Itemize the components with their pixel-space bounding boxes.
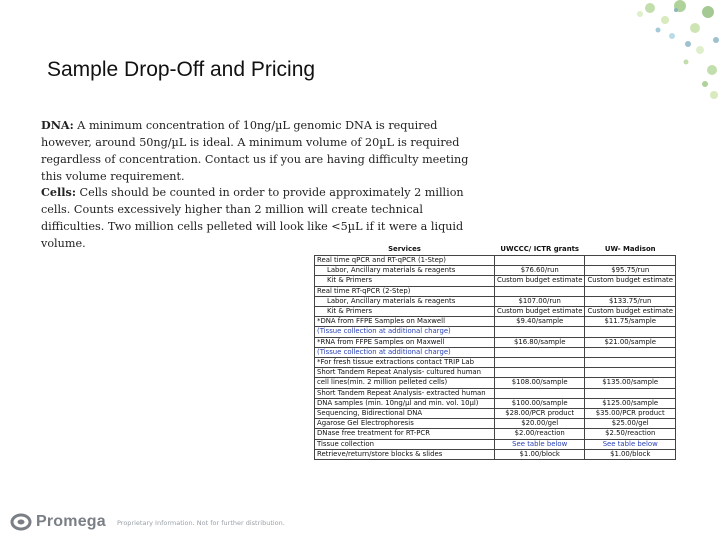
- dna-paragraph: [41, 117, 481, 185]
- service-cell: Sequencing, Bidirectional DNA: [315, 409, 495, 419]
- pricing-table-header: [315, 244, 676, 256]
- grants-price-cell: Custom budget estimate: [494, 276, 585, 286]
- grants-price-cell: $9.40/sample: [494, 317, 585, 327]
- table-row: [315, 419, 676, 429]
- pricing-table: [314, 244, 676, 460]
- uw-price-cell: [585, 368, 676, 378]
- table-row: [315, 388, 676, 398]
- grants-price-cell: [494, 347, 585, 357]
- uw-price-cell: $95.75/run: [585, 266, 676, 276]
- grants-price-cell: $100.00/sample: [494, 398, 585, 408]
- table-row: [315, 286, 676, 296]
- service-cell: (Tissue collection at additional charge): [315, 327, 495, 337]
- table-row: [315, 307, 676, 317]
- grants-price-cell: $16.80/sample: [494, 337, 585, 347]
- uw-price-cell: [585, 286, 676, 296]
- dna-label: DNA:: [41, 118, 74, 132]
- table-row: [315, 347, 676, 357]
- uw-price-cell: $25.00/gel: [585, 419, 676, 429]
- grants-price-cell: $20.00/gel: [494, 419, 585, 429]
- table-row: [315, 409, 676, 419]
- grants-price-cell[interactable]: See table below: [494, 439, 585, 449]
- promega-swirl-icon: [10, 512, 32, 532]
- logo-wordmark: Promega: [36, 513, 106, 530]
- table-row: [315, 337, 676, 347]
- service-cell: Real time qPCR and RT-qPCR (1-Step): [315, 256, 495, 266]
- uw-price-cell: [585, 327, 676, 337]
- header-uw-madison: UW- Madison: [585, 244, 676, 256]
- uw-price-cell: [585, 358, 676, 368]
- table-row: [315, 327, 676, 337]
- table-row: [315, 266, 676, 276]
- table-row: [315, 296, 676, 306]
- service-cell: cell lines(min. 2 million pelleted cells): [315, 378, 495, 388]
- grants-price-cell: $2.00/reaction: [494, 429, 585, 439]
- uw-price-cell: [585, 388, 676, 398]
- service-cell: (Tissue collection at additional charge): [315, 347, 495, 357]
- service-cell: Kit & Primers: [315, 307, 495, 317]
- uw-price-cell: $2.50/reaction: [585, 429, 676, 439]
- table-row: [315, 256, 676, 266]
- grants-price-cell: $1.00/block: [494, 449, 585, 459]
- grants-price-cell: [494, 256, 585, 266]
- grants-price-cell: $107.00/run: [494, 296, 585, 306]
- grants-price-cell: [494, 388, 585, 398]
- uw-price-cell: Custom budget estimate: [585, 307, 676, 317]
- table-row: [315, 276, 676, 286]
- uw-price-cell: Custom budget estimate: [585, 276, 676, 286]
- uw-price-cell: $35.00/PCR product: [585, 409, 676, 419]
- proprietary-notice: Proprietary Information. Not for further distribution.: [117, 519, 285, 527]
- service-cell: Agarose Gel Electrophoresis: [315, 419, 495, 429]
- uw-price-cell: [585, 347, 676, 357]
- grants-price-cell: [494, 327, 585, 337]
- table-row: [315, 398, 676, 408]
- uw-price-cell: $125.00/sample: [585, 398, 676, 408]
- service-cell: *For fresh tissue extractions contact TRIP Lab: [315, 358, 495, 368]
- cells-paragraph: [41, 184, 481, 252]
- uw-price-cell: $1.00/block: [585, 449, 676, 459]
- header-grants: UWCCC/ ICTR grants: [494, 244, 585, 256]
- grants-price-cell: $28.00/PCR product: [494, 409, 585, 419]
- uw-price-cell: [585, 256, 676, 266]
- service-cell: Retrieve/return/store blocks & slides: [315, 449, 495, 459]
- service-cell: Short Tandem Repeat Analysis- extracted human: [315, 388, 495, 398]
- cells-text: Cells should be counted in order to provide approximately 2 million cells. Counts excessively higher than 2 million will create technical difficulties. Two million cells pelleted will look like <5µL if it were a liquid volume.: [41, 186, 464, 250]
- table-row: [315, 439, 676, 449]
- table-row: [315, 368, 676, 378]
- header-services: Services: [315, 244, 495, 256]
- grants-price-cell: $76.60/run: [494, 266, 585, 276]
- table-row: [315, 449, 676, 459]
- service-cell: *RNA from FFPE Samples on Maxwell: [315, 337, 495, 347]
- table-row: [315, 378, 676, 388]
- uw-price-cell: $21.00/sample: [585, 337, 676, 347]
- grants-price-cell: [494, 286, 585, 296]
- grants-price-cell: [494, 358, 585, 368]
- uw-price-cell: $133.75/run: [585, 296, 676, 306]
- uw-price-cell: $135.00/sample: [585, 378, 676, 388]
- service-cell: DNA samples (min. 10ng/µl and min. vol. 10µl): [315, 398, 495, 408]
- table-row: [315, 358, 676, 368]
- promega-logo: [10, 512, 106, 532]
- slide-title: Sample Drop-Off and Pricing: [47, 58, 316, 81]
- uw-price-cell: $11.75/sample: [585, 317, 676, 327]
- cells-label: Cells:: [41, 185, 76, 199]
- grants-price-cell: $108.00/sample: [494, 378, 585, 388]
- uw-price-cell[interactable]: See table below: [585, 439, 676, 449]
- service-cell: Real time RT-qPCR (2-Step): [315, 286, 495, 296]
- pricing-table-body: [315, 256, 676, 460]
- service-cell: *DNA from FFPE Samples on Maxwell: [315, 317, 495, 327]
- service-cell: DNase free treatment for RT-PCR: [315, 429, 495, 439]
- table-row: [315, 429, 676, 439]
- service-cell: Kit & Primers: [315, 276, 495, 286]
- service-cell: Labor, Ancillary materials & reagents: [315, 296, 495, 306]
- grants-price-cell: Custom budget estimate: [494, 307, 585, 317]
- service-cell: Labor, Ancillary materials & reagents: [315, 266, 495, 276]
- dna-text: A minimum concentration of 10ng/µL genomic DNA is required however, around 50ng/µL is ideal. A minimum volume of 20µL is required regardless of concentration. Contact us if you are having difficulty meeting this volume requirement.: [41, 119, 469, 183]
- corner-decoration-graphic: [500, 0, 720, 120]
- service-cell: Short Tandem Repeat Analysis- cultured human: [315, 368, 495, 378]
- service-cell: Tissue collection: [315, 439, 495, 449]
- grants-price-cell: [494, 368, 585, 378]
- table-row: [315, 317, 676, 327]
